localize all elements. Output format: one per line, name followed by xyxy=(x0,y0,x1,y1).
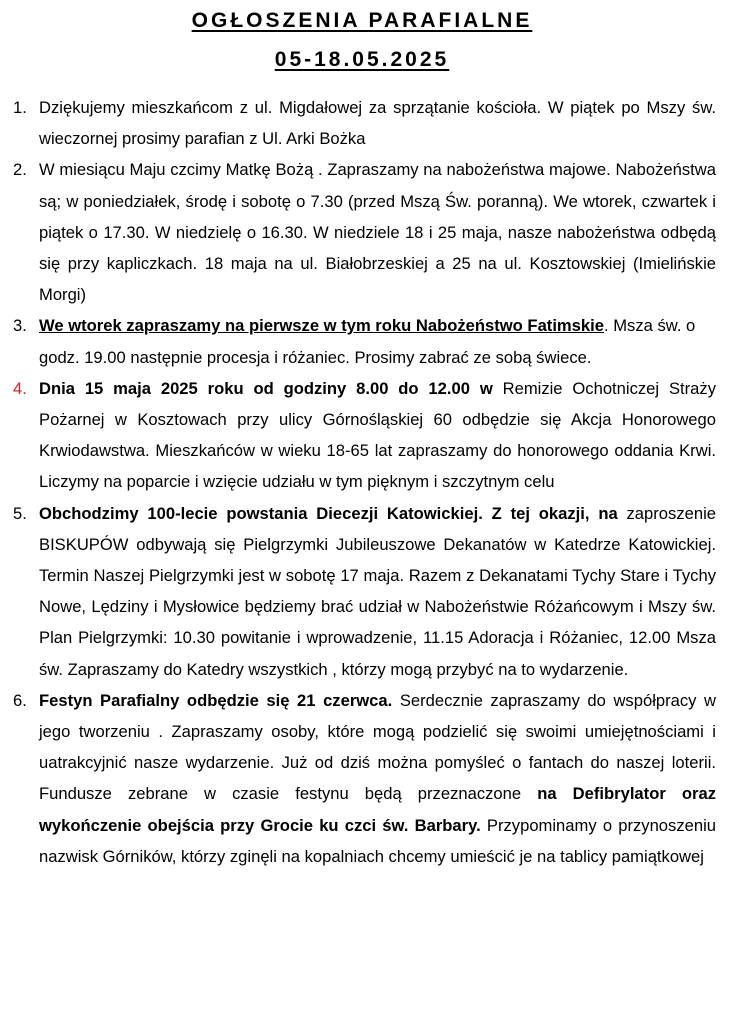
announcement-1 xyxy=(8,92,716,154)
highlight-text-2: na Defibrylator oraz wykończenie obejścia przy Grocie ku czci św. Barbary. xyxy=(39,784,716,835)
item-text: We wtorek zapraszamy na pierwsze w tym roku Nabożeństwo Fatimskie. Msza św. o godz. 19.00 następnie procesja i różaniec. Prosimy zabrać ze sobą świece. xyxy=(39,316,696,367)
item-text: Dnia 15 maja 2025 roku od godziny 8.00 do 12.00 w Remizie Ochotniczej Straży Pożarnej w Kosztowach przy ulicy Górnośląskiej 60 odbędzie się Akcja Honorowego Krwiodawstwa. Mieszkańców w wieku 18-65 lat zapraszamy do honorowego oddania Krwi. Liczymy na poparcie i wzięcie udziału w tym pięknym i szczytnym celu xyxy=(39,378,716,492)
announcement-4 xyxy=(8,373,716,498)
date-range: 05-18.05.2025 xyxy=(274,48,450,71)
announcement-2 xyxy=(8,154,716,310)
item-number: 5. xyxy=(13,503,27,523)
highlight-text: We wtorek zapraszamy na pierwsze w tym roku Nabożeństwo Fatimskie xyxy=(39,316,604,336)
announcement-6 xyxy=(8,685,716,872)
item-number: 4. xyxy=(13,378,27,398)
item-number: 1. xyxy=(13,98,27,117)
announcement-list xyxy=(8,92,716,872)
item-number: 3. xyxy=(13,316,27,336)
highlight-text: Festyn Parafialny odbędzie się 21 czerwca. xyxy=(39,690,393,710)
highlight-text: Dnia 15 maja 2025 roku od godziny 8.00 do 12.00 w xyxy=(39,378,493,398)
item-number: 2. xyxy=(13,160,27,180)
item-number: 6. xyxy=(13,690,27,710)
item-text: W miesiącu Maju czcimy Matkę Bożą . Zapraszamy na nabożeństwa majowe. Nabożeństwa są; w poniedziałek, środę i sobotę o 7.30 (przed Mszą Św. poranną). We wtorek, czwartek i piątek o 17.30. W niedzielę o 16.30. W niedziele 18 i 25 maja, nasze nabożeństwa odbędą się przy kapliczkach. 18 maja na ul. Białobrzeskiej a 25 na ul. Kosztowskiej (Imielińskie Morgi) xyxy=(39,160,716,305)
page-title: OGŁOSZENIA PARAFIALNE xyxy=(191,9,533,32)
item-text: Festyn Parafialny odbędzie się 21 czerwca. Serdecznie zapraszamy do współpracy w jego tworzeniu . Zapraszamy osoby, które mogą podzielić się swoimi umiejętnościami i uatrakcyjnić nasze wydarzenie. Już od dziś można pomyśleć o fantach do naszej loterii. Fundusze zebrane w czasie festynu będą przeznaczone na Defibrylator oraz wykończenie obejścia przy Grocie ku czci św. Barbary. Przypominamy o przynoszeniu nazwisk Górników, którzy zginęli na kopalniach chcemy umieścić je na tablicy pamiątkowej xyxy=(39,690,717,866)
announcement-5 xyxy=(8,498,716,685)
item-text: Obchodzimy 100-lecie powstania Diecezji Katowickiej. Z tej okazji, na zaproszenie BISKUPÓW odbywają się Pielgrzymki Jubileuszowe Dekanatów w Katedrze Katowickiej. Termin Naszej Pielgrzymki jest w sobotę 17 maja. Razem z Dekanatami Tychy Stare i Tychy Nowe, Lędziny i Mysłowice będziemy brać udział w Nabożeństwie Różańcowym i Mszy św. Plan Pielgrzymki: 10.30 powitanie i wprowadzenie, 11.15 Adoracja i Różaniec, 12.00 Msza św. Zapraszamy do Katedry wszystkich , którzy mogą przybyć na to wydarzenie. xyxy=(39,503,716,679)
highlight-text: Obchodzimy 100-lecie powstania Diecezji Katowickiej. Z tej okazji, na xyxy=(39,503,618,523)
item-text: Dziękujemy mieszkańcom z ul. Migdałowej za sprzątanie kościoła. W piątek po Mszy św. wieczornej prosimy parafian z Ul. Arki Bożka xyxy=(39,98,716,149)
announcement-3 xyxy=(8,310,716,372)
